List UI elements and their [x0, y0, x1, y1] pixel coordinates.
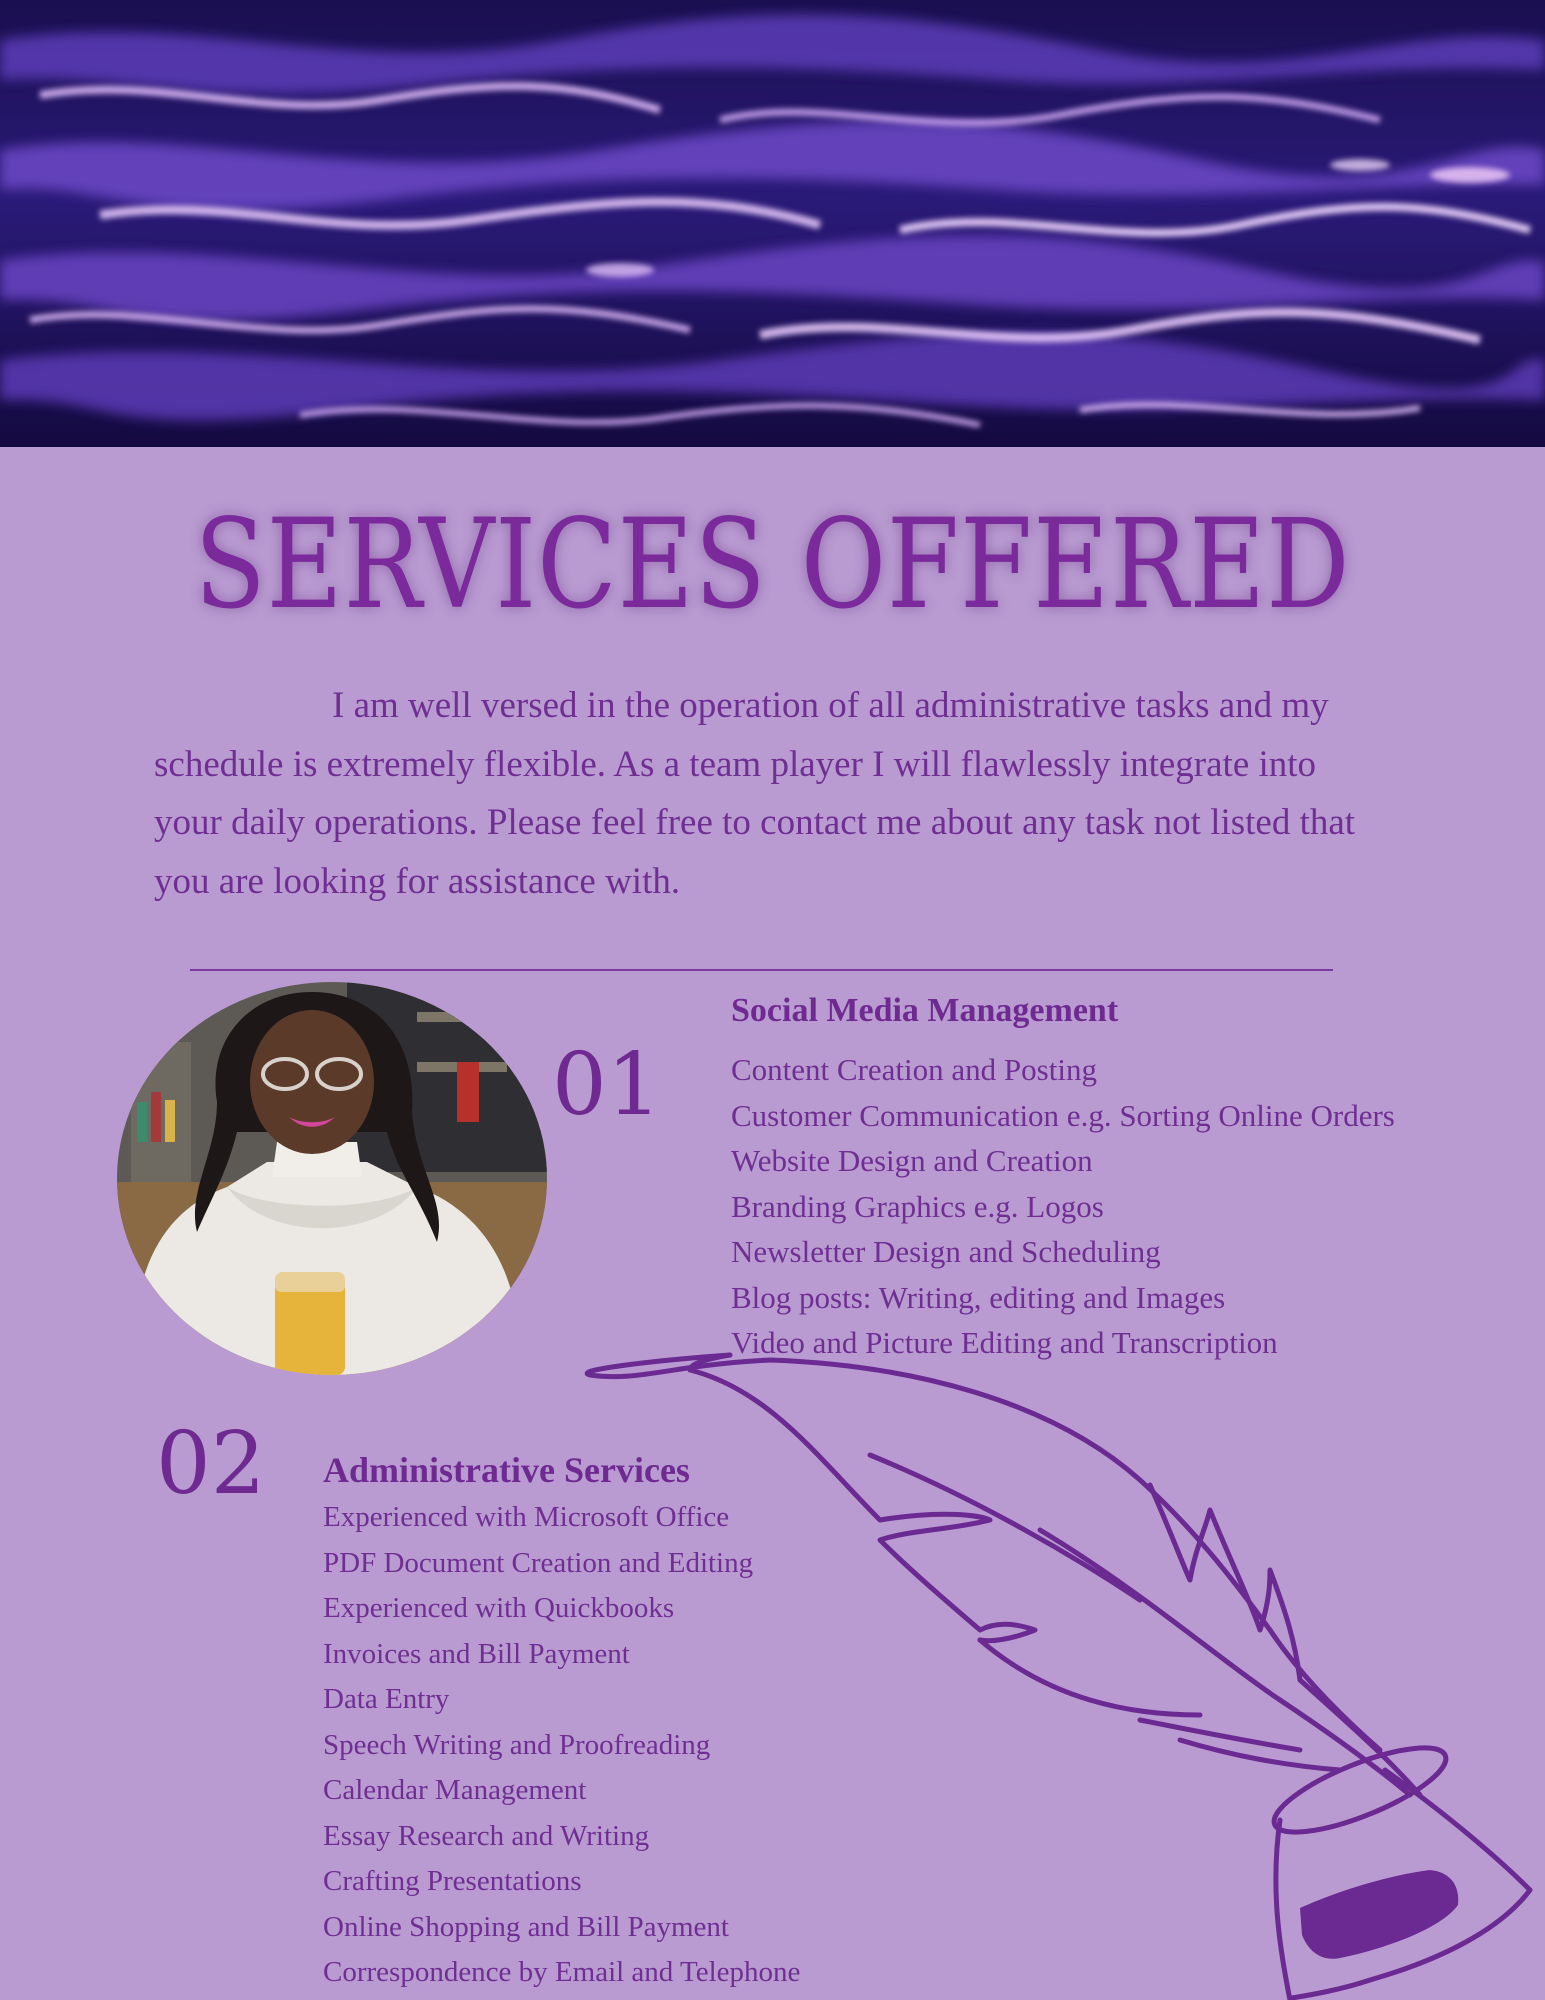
list-item: Website Design and Creation: [731, 1143, 1093, 1178]
list-item: Data Entry: [323, 1683, 450, 1715]
list-item: Speech Writing and Proofreading: [323, 1728, 711, 1761]
section-heading-administrative: Administrative Services: [323, 1450, 690, 1490]
section-heading-social-media: Social Media Management: [731, 992, 1119, 1029]
list-item: Invoices and Bill Payment: [323, 1637, 630, 1670]
list-item: Correspondence by Email and Telephone: [323, 1956, 801, 1988]
section-number-02: 02: [156, 1414, 266, 1514]
list-item: Branding Graphics e.g. Logos: [731, 1188, 1104, 1224]
list-item: Customer Communication e.g. Sorting Online Orders: [731, 1097, 1395, 1133]
list-item: Video and Picture Editing and Transcription: [731, 1325, 1278, 1360]
list-item: Newsletter Design and Scheduling: [731, 1234, 1161, 1269]
social-media-service-list: [731, 1047, 1395, 1366]
list-item: Essay Research and Writing: [323, 1819, 650, 1852]
administrative-service-list: [323, 1495, 800, 1996]
list-item: Content Creation and Posting: [731, 1052, 1097, 1087]
list-item: Blog posts: Writing, editing and Images: [731, 1279, 1226, 1315]
page-title: SERVICES OFFERED: [194, 493, 1351, 637]
list-item: Online Shopping and Bill Payment: [323, 1910, 729, 1943]
list-item: Calendar Management: [323, 1774, 587, 1806]
intro-paragraph: I am well versed in the operation of all administrative tasks and my schedule is extremely flexible. As a team player I will flawlessly integrate into your daily operations. Please feel free to contact me about any task not listed that you are looking for assistance with.: [154, 685, 1356, 902]
list-item: Experienced with Microsoft Office: [323, 1501, 730, 1533]
list-item: Crafting Presentations: [323, 1865, 582, 1897]
profile-photo: [117, 982, 547, 1375]
list-item: Experienced with Quickbooks: [323, 1592, 675, 1624]
divider-line: [190, 969, 1333, 971]
list-item: PDF Document Creation and Editing: [323, 1546, 754, 1579]
section-number-01: 01: [552, 1035, 662, 1135]
header-water-image: [0, 0, 1545, 447]
